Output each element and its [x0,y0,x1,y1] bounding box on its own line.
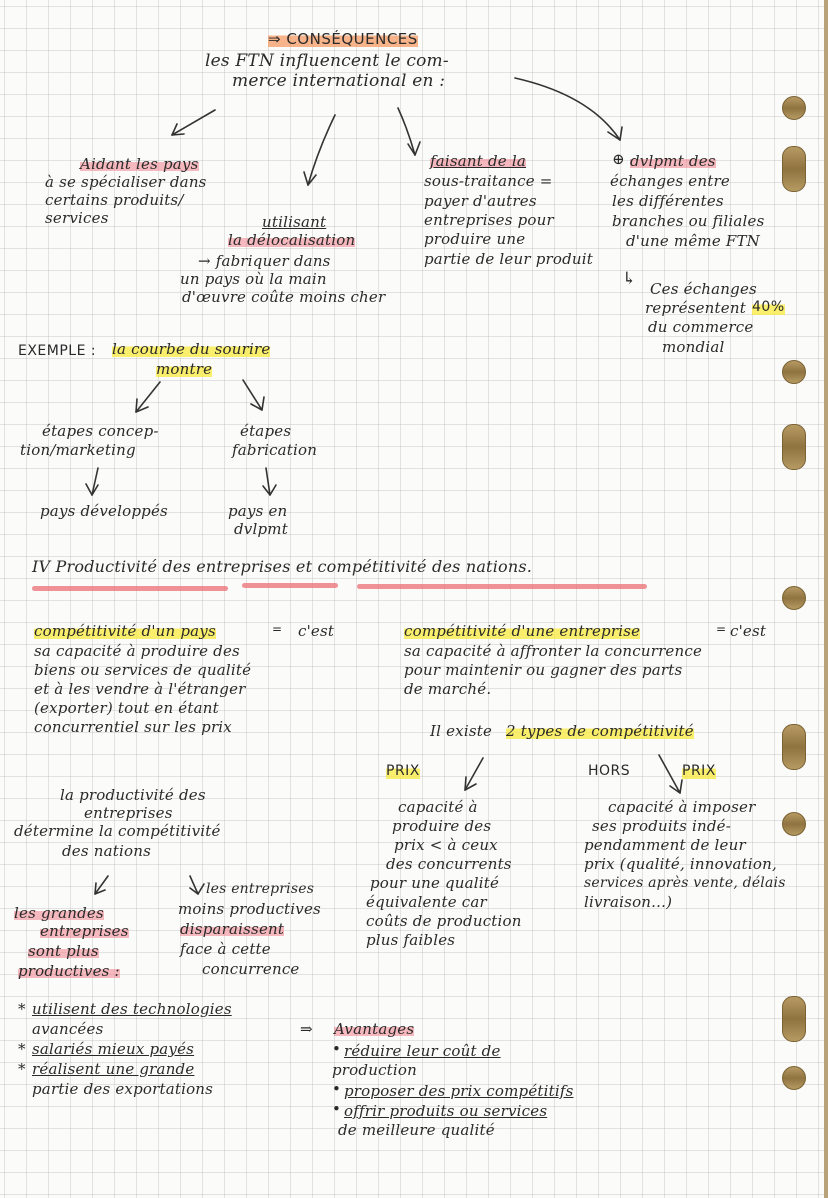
branch2-line: d'œuvre coûte moins cher [182,288,386,306]
hors-prix-line: ses produits indé- [592,817,732,835]
avantage-line: production [332,1061,417,1079]
def-entreprise-term: compétitivité d'une entreprise [404,622,641,640]
binder-hole [782,96,806,120]
grandes-entreprises-highlight: les grandes [14,904,104,922]
branch3-line: payer d'autres [424,192,537,210]
branch4-sub-line: Ces échanges [650,280,757,298]
section4-underline [242,583,338,588]
branch2-line: un pays où la main [180,270,327,288]
productivite-line: la productivité des [60,786,206,804]
types-highlight: 2 types de compétitivité [506,722,694,740]
prix-line: équivalente car [366,893,487,911]
avantage-line: réduire leur coût de [344,1042,501,1060]
types-intro: Il existe [430,722,493,740]
def-pays-line: sa capacité à produire des [34,642,240,660]
branch4-sub-line: du commerce [648,318,754,336]
bullet-line: avancées [32,1020,104,1038]
page-edge [824,0,828,1198]
prix-line: prix < à ceux [394,836,498,854]
prix-line: des concurrents [386,855,512,873]
sub-arrow-icon: ↳ [622,269,637,289]
binder-hole [782,360,806,384]
prix-line: pour une qualité [370,874,500,892]
branch4-line: d'une même FTN [626,232,760,250]
branch3-line: produire une [424,230,526,248]
disparaissent-highlight: disparaissent [180,920,285,938]
grandes-entreprises-highlight: entreprises [40,922,129,940]
type-hors-label: HORS [588,763,631,779]
def-pays-eq: = [272,622,283,636]
def-pays-term: compétitivité d'un pays [34,622,216,640]
hors-prix-line: services après vente, délais [584,875,786,891]
grandes-entreprises-highlight: productives : [18,962,120,980]
exemple-highlight: la courbe du sourire [112,340,271,358]
branch4-line: échanges entre [610,172,730,190]
def-pays-line: c'est [298,622,335,640]
bullet-line: partie des exportations [32,1080,214,1098]
star-bullet-icon: * [18,1000,26,1018]
branch2-line: → fabriquer dans [198,252,331,270]
def-entreprise-line: sa capacité à affronter la concurrence [404,642,703,660]
branch4-line: dvlpmt des [630,152,716,170]
productivite-line: des nations [62,842,151,860]
bullet-dot: • [332,1100,342,1118]
exemple-left-line: tion/marketing [20,441,136,459]
type-prix-label: PRIX [386,763,420,779]
def-entreprise-eq: = [716,622,727,636]
bullet-line: réalisent une grande [32,1060,195,1078]
consequences-intro-line1: les FTN influencent le com- [205,51,449,71]
exemple-highlight: montre [156,360,213,378]
prix-line: capacité à [398,798,478,816]
binder-hole [782,724,806,770]
exemple-right-result: dvlpmt [234,520,288,538]
star-bullet-icon: * [18,1060,26,1078]
exemple-right-result: pays en [228,502,288,520]
consequences-intro-line2: merce international en : [232,71,446,91]
stat-40-percent: 40% [752,299,785,315]
moins-productives-line: face à cette [180,940,271,958]
moins-productives-line: les entreprises [206,881,315,897]
branch4-line: branches ou filiales [612,212,765,230]
productivite-line: entreprises [84,804,173,822]
moins-productives-line: concurrence [202,960,300,978]
binder-hole [782,586,806,610]
binder-hole [782,1066,806,1090]
def-pays-line: (exporter) tout en étant [34,699,219,717]
bullet-dot: • [332,1040,342,1058]
def-entreprise-line: c'est [730,622,767,640]
prix-line: produire des [392,817,492,835]
hors-prix-line: prix (qualité, innovation, [584,855,777,873]
prix-line: plus faibles [366,931,456,949]
binder-hole [782,996,806,1042]
avantage-line: offrir produits ou services [344,1102,548,1120]
exemple-left-result: pays développés [40,502,168,520]
branch4-line: les différentes [612,192,724,210]
plus-circle-icon: ⊕ [612,150,625,168]
binder-hole [782,424,806,470]
def-entreprise-line: pour maintenir ou gagner des parts [404,661,683,679]
section4-underline [32,586,228,591]
branch3-highlight: faisant de la [430,152,526,170]
exemple-right-line: fabrication [232,441,318,459]
section4-underline [357,584,647,589]
branch4-sub-line: mondial [662,338,725,356]
branch2-highlight: utilisant [262,213,327,231]
productivite-line: détermine la compétitivité [14,822,221,840]
branch1-line: certains produits/ [45,191,184,209]
binder-hole [782,812,806,836]
branch1-line: services [45,209,109,227]
branch1-highlight: Aidant les pays [80,155,199,173]
def-pays-line: biens ou services de qualité [34,661,252,679]
def-pays-line: et à les vendre à l'étranger [34,680,246,698]
consequences-title: ⇒ CONSÉQUENCES [268,30,418,48]
bullet-dot: • [332,1080,342,1098]
exemple-left-line: étapes concep- [42,422,159,440]
section4-title: IV Productivité des entreprises et compétitivité des nations. [32,557,533,576]
hors-prix-line: pendamment de leur [584,836,746,854]
def-pays-line: concurrentiel sur les prix [34,718,232,736]
branch3-highlight: sous-traitance = [424,172,553,190]
exemple-label: EXEMPLE : [18,343,97,359]
bullet-line: utilisent des technologies [32,1000,232,1018]
avantage-line: de meilleure qualité [338,1121,495,1139]
hors-prix-line: livraison...) [584,893,673,911]
star-bullet-icon: * [18,1040,26,1058]
branch1-line: à se spécialiser dans [45,173,207,191]
branch3-line: entreprises pour [424,211,554,229]
binder-hole [782,146,806,192]
branch4-sub-line: représentent [645,299,746,317]
prix-line: coûts de production [366,912,522,930]
branch3-line: partie de leur produit [424,250,593,268]
hors-prix-line: capacité à imposer [608,798,756,816]
avantages-title: Avantages [334,1020,415,1038]
implies-arrow-icon: ⇒ [300,1020,313,1038]
branch2-highlight: la délocalisation [228,231,356,249]
def-entreprise-line: de marché. [404,680,492,698]
exemple-right-line: étapes [240,422,292,440]
moins-productives-line: moins productives [178,900,321,918]
bullet-line: salariés mieux payés [32,1040,195,1058]
avantage-line: proposer des prix compétitifs [344,1082,574,1100]
type-hors-prix-label: PRIX [682,763,716,779]
grandes-entreprises-highlight: sont plus [28,942,99,960]
